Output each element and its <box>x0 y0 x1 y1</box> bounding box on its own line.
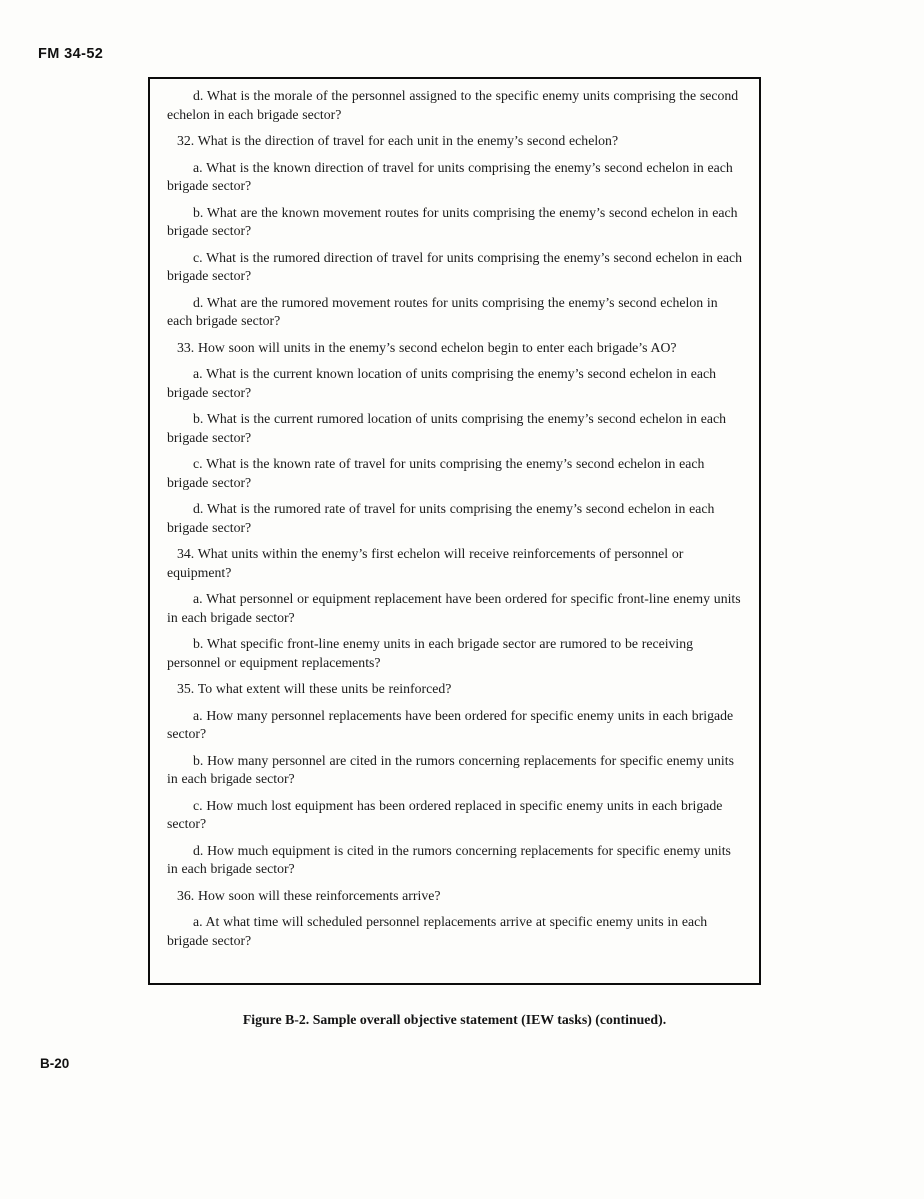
document-paragraph: d. What is the morale of the personnel assigned to the specific enemy units comprising the second echelon in each brigade sector? <box>167 88 739 122</box>
figure-caption: Figure B-2. Sample overall objective statement (IEW tasks) (continued). <box>242 1012 667 1027</box>
document-paragraph: c. What is the known rate of travel for units comprising the enemy’s second echelon in each brigade sector? <box>167 456 705 490</box>
page-header: FM 34-52 <box>38 46 104 62</box>
document-paragraph: d. How much equipment is cited in the rumors concerning replacements for specific enemy units in each brigade sector? <box>167 842 731 876</box>
document-paragraph: a. What is the known direction of travel for units comprising the enemy’s second echelon in each brigade sector? <box>167 159 733 193</box>
document-paragraph: 35. To what extent will these units be reinforced? <box>177 681 452 696</box>
document-paragraph: b. What specific front-line enemy units in each brigade sector are rumored to be receiving personnel or equipment replacements? <box>167 636 694 670</box>
document-paragraph: 34. What units within the enemy’s first echelon will receive reinforcements of personnel or equipment? <box>167 546 684 580</box>
document-paragraph: c. What is the rumored direction of travel for units comprising the enemy’s second echelon in each brigade sector? <box>167 249 742 283</box>
document-paragraph: c. How much lost equipment has been ordered replaced in specific enemy units in each brigade sector? <box>167 797 723 831</box>
document-paragraph: a. How many personnel replacements have been ordered for specific enemy units in each brigade sector? <box>167 707 734 741</box>
document-paragraph: a. At what time will scheduled personnel replacements arrive at specific enemy units in each brigade sector? <box>167 914 708 948</box>
document-paragraph: b. What are the known movement routes for units comprising the enemy’s second echelon in each brigade sector? <box>167 204 738 238</box>
document-paragraph: 33. How soon will units in the enemy’s second echelon begin to enter each brigade’s AO? <box>177 339 677 355</box>
document-paragraph: b. How many personnel are cited in the rumors concerning replacements for specific enemy units in each brigade sector? <box>167 752 734 786</box>
document-paragraph: b. What is the current rumored location of units comprising the enemy’s second echelon in each brigade sector? <box>167 411 726 445</box>
document-paragraph: d. What are the rumored movement routes for units comprising the enemy’s second echelon in each brigade sector? <box>167 294 718 328</box>
document-paragraph: a. What is the current known location of units comprising the enemy’s second echelon in each brigade sector? <box>167 366 717 400</box>
page-number: B-20 <box>40 1056 70 1071</box>
document-paragraph: 36. How soon will these reinforcements arrive? <box>177 887 441 903</box>
document-paragraph: a. What personnel or equipment replacement have been ordered for specific front-line enemy units in each brigade sector? <box>167 591 741 625</box>
document-paragraph: 32. What is the direction of travel for each unit in the enemy’s second echelon? <box>177 133 619 148</box>
document-paragraph: d. What is the rumored rate of travel for units comprising the enemy’s second echelon in each brigade sector? <box>167 501 715 535</box>
document-box <box>148 77 761 985</box>
